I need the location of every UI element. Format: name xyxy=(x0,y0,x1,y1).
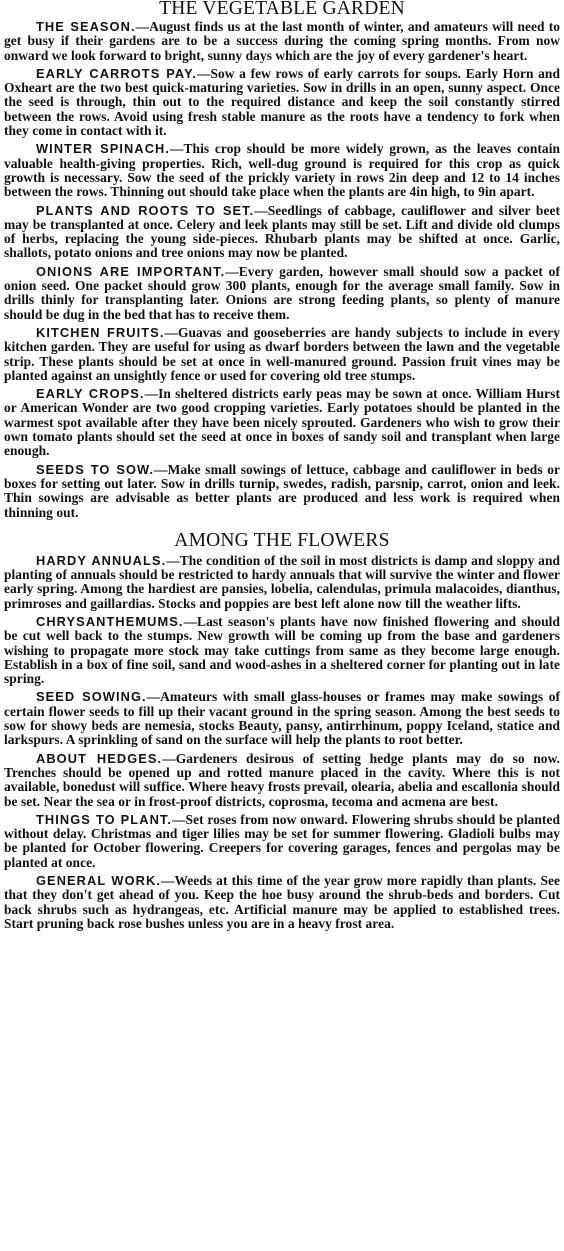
article-body: —Make small sowings of lettuce, cabbage and cauliflower in beds or boxes for setting out later. Sow in drills turnip, swedes, radish, parsnip, carrot, onion and leek. Thin sowings are advisable as better plants are produced and less work is required when thinning out. xyxy=(4,461,561,520)
article-plants-and-roots-to-set xyxy=(4,204,560,261)
article-things-to-plant xyxy=(4,813,560,870)
article-body: —Guavas and gooseberries are handy subjects to include in every kitchen garden. They are useful for using as dwarf borders between the lawn and the vegetable strip. These plants should be set at once in well-manured ground. Passion fruit vines may be planted against an unsightly fence or used for covering old tree stumps. xyxy=(4,324,560,383)
article-headline: KITCHEN FRUITS. xyxy=(36,324,165,340)
article-body: —In sheltered districts early peas may be sown at once. William Hurst or American Wonder are two good cropping varieties. Early potatoes should be planted in the warmest spot available after they have been nicely sprouted. Gardeners who wish to grow their own tomato plants should set the seed at once in boxes of sandy soil and transplant when large enough. xyxy=(4,386,560,459)
article-general-work xyxy=(4,874,560,931)
article-body: —Set roses from now onward. Flowering shrubs should be planted without delay. Christmas and tiger lilies may be set for summer flowering. Gladioli bulbs may be planted for October flowering. Creepers for covering garages, fences and pergolas may be planted at once. xyxy=(4,811,560,870)
article-early-carrots-pay xyxy=(4,67,560,138)
article-headline: WINTER SPINACH. xyxy=(36,141,171,157)
article-chrysanthemums xyxy=(4,615,560,686)
article-body: —Sow a few rows of early carrots for soups. Early Horn and Oxheart are the two best quick-maturing varieties. Sow in drills in an open, sunny aspect. Once the seed is through, thin out to the required distance and keep the soil constantly stirred between the rows. Avoid using fresh stable manure as the roots have a tendency to fork when they come in contact with it. xyxy=(4,65,560,139)
article-seed-sowing xyxy=(4,690,560,747)
article-early-crops xyxy=(4,387,560,458)
article-headline: SEEDS TO SOW. xyxy=(36,461,155,477)
article-body: —Every garden, however small should sow a packet of onion seed. One packet should grow 300 plants, enough for the average small family. Sow in drills thinly for transplanting later. Onions are strong feeding plants, so plenty of manure should be dug in the bed that has to receive them. xyxy=(4,263,560,322)
article-about-hedges xyxy=(4,752,560,809)
article-headline: SEED SOWING. xyxy=(36,689,147,705)
article-winter-spinach xyxy=(4,142,560,199)
article-the-season xyxy=(4,20,560,63)
article-headline: EARLY CARROTS PAY. xyxy=(36,65,197,81)
section-title-vegetable-garden: THE VEGETABLE GARDEN xyxy=(159,0,405,19)
article-kitchen-fruits xyxy=(4,326,560,383)
article-body: —The condition of the soil in most districts is damp and sloppy and planting of annuals should be restricted to hardy annuals that will survive the winter and flower early spring. Among the hardiest are pansies, lobelia, calendulas, primula malacoides, dianthus, primroses and gaillardias. Stocks and poppies are best left alone now till the weather lifts. xyxy=(4,552,560,611)
article-body: —Gardeners desirous of setting hedge plants may do so now. Trenches should be opened up and rotted manure placed in the cavity. Where this is not available, bonedust will suffice. Where heavy frosts prevail, olearia, abelia and escallonia should be set. Near the sea or in frost-proof districts, coprosma, tecoma and acmena are best. xyxy=(4,750,560,809)
article-onions-are-important xyxy=(4,265,560,322)
article-headline: EARLY CROPS. xyxy=(36,386,145,402)
article-headline: CHRYSANTHEMUMS. xyxy=(36,613,184,629)
article-headline: PLANTS AND ROOTS TO SET. xyxy=(36,202,255,218)
article-headline: ONIONS ARE IMPORTANT. xyxy=(36,263,226,279)
article-body: —Last season's plants have now finished flowering and should be cut well back to the stumps. New growth will be coming up from the base and gardeners wishing to propagate more stock may take cuttings from same as they become large enough. Establish in a box of fine soil, sand and wood-ashes in a sheltered corner for planting out in late spring. xyxy=(4,613,560,687)
article-headline: ABOUT HEDGES. xyxy=(36,750,163,766)
section-title-among-the-flowers: AMONG THE FLOWERS xyxy=(174,529,390,551)
article-seeds-to-sow xyxy=(4,463,560,520)
article-body: —This crop should be more widely grown, as the leaves contain valuable health-giving properties. Rich, well-dug ground is required for this crop as quick growth is necessary. Sow the seed of the prickly variety in rows 2in deep and 12 to 14 inches between the rows. Thinning out should take place when the plants are 4in high, to 9in apart. xyxy=(4,141,561,200)
article-headline: THINGS TO PLANT. xyxy=(36,811,173,827)
article-headline: GENERAL WORK. xyxy=(36,873,161,889)
article-headline: THE SEASON. xyxy=(36,19,136,34)
article-body: —Weeds at this time of the year grow more rapidly than plants. See that they don't get ahead of you. Keep the hoe busy around the shrub-beds and borders. Cut back shrubs such as hydrangeas, etc. Artificial manure may be applied to established trees. Start pruning back rose bushes unless you are in a heavy frost area. xyxy=(4,873,560,931)
article-body: —Amateurs with small glass-houses or frames may make sowings of certain flower seeds to fill up their vacant ground in the spring season. Among the best seeds to sow for showy beds are nemesia, stocks Beauty, pansy, antirrhinum, poppy Iceland, statice and larkspurs. A sprinkling of sand on the surface will help the plants to root better. xyxy=(4,689,560,748)
article-body: —Seedlings of cabbage, cauliflower and silver beet may be transplanted at once. Celery and leek plants may still be set. Lift and divide old clumps of herbs, replacing the young side-pieces. Rhubarb plants may be shifted at once. Garlic, shallots, potato onions and tree onions may now be planted. xyxy=(4,202,560,261)
article-headline: HARDY ANNUALS. xyxy=(36,552,167,568)
article-body: —August finds us at the last month of winter, and amateurs will need to get busy if their gardens are to be a success during the coming spring months. From now onward we look forward to bright, sunny days which are the joy of every gardener's heart. xyxy=(4,19,560,63)
article-hardy-annuals xyxy=(4,554,560,611)
